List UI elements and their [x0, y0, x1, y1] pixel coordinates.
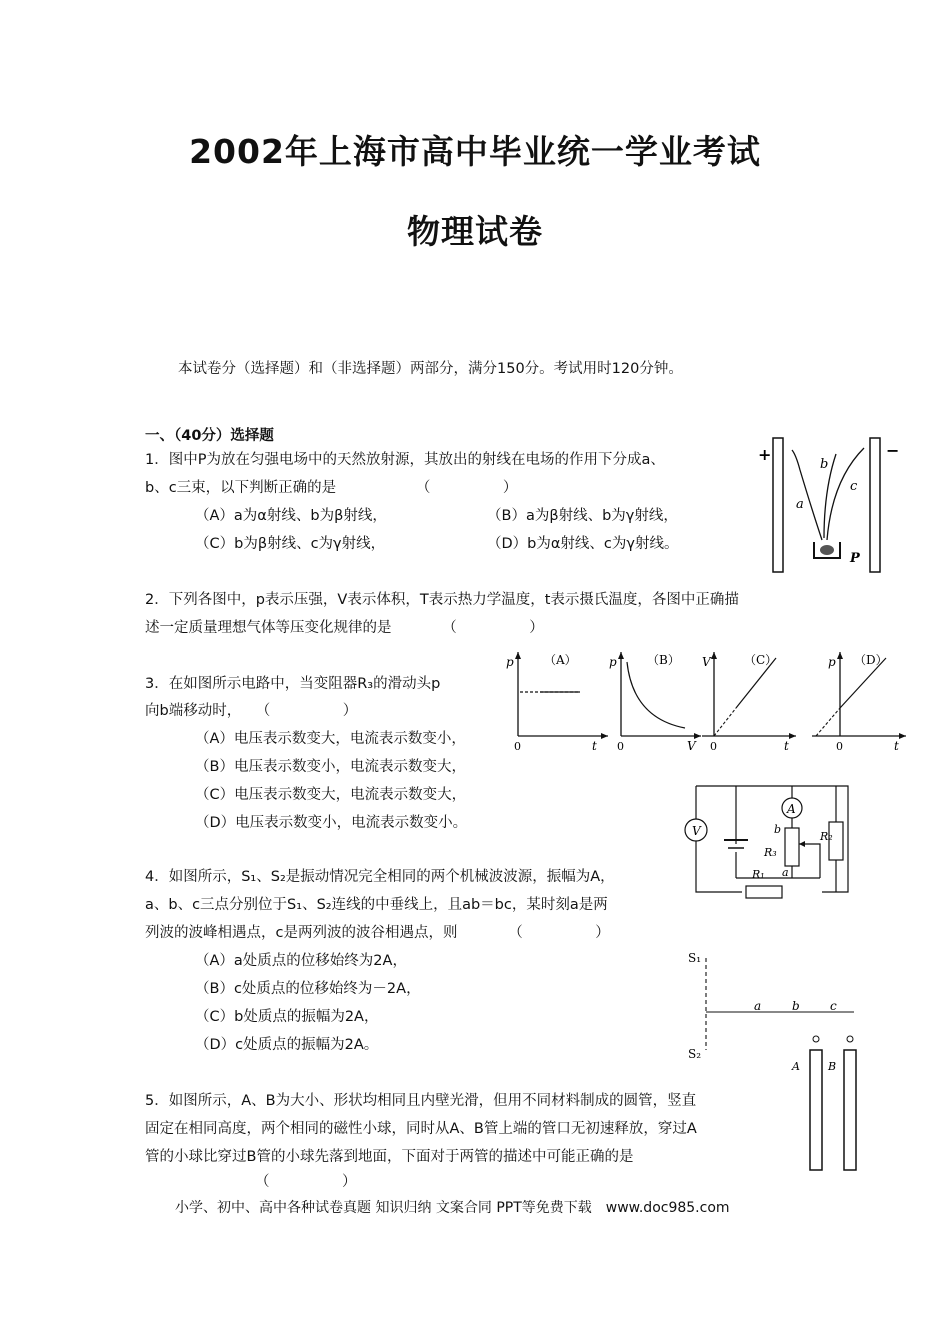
q1-option-c: （C）b为β射线、c为γ射线，	[195, 536, 386, 552]
q3-line2: 向b端移动时， （ ）	[145, 703, 358, 719]
graph-a-label: （A）	[544, 653, 577, 667]
graph-a-origin: 0	[514, 740, 521, 752]
graph-d-label: （D）	[854, 653, 888, 667]
q4-line1: 4．如图所示，S₁、S₂是振动情况完全相同的两个机械波波源，振幅为A，	[145, 869, 615, 885]
footer-text: 小学、初中、高中各种试卷真题 知识归纳 文案合同 PPT等免费下载 www.doc985.com	[175, 1200, 730, 1216]
q4-line3: 列波的波峰相遇点，c是两列波的波谷相遇点，则 （ ）	[145, 925, 610, 941]
label-tube-a: A	[792, 1060, 800, 1073]
graph-c-ylabel: V	[702, 655, 711, 669]
label-b: b	[820, 457, 829, 472]
tube-a	[810, 1050, 822, 1170]
r1-resistor	[746, 886, 782, 898]
q4-option-d: （D）c处质点的振幅为2A。	[195, 1037, 379, 1053]
graph-c-label: （C）	[744, 653, 778, 667]
label-r3: R₃	[764, 846, 777, 859]
q1-line2: b、c三束，以下判断正确的是 （ ）	[145, 480, 518, 496]
q3-option-a: （A）电压表示数变大，电流表示数变小，	[195, 731, 466, 747]
plus-sign: +	[758, 445, 772, 464]
q3-option-d: （D）电压表示数变小，电流表示数变小。	[195, 815, 468, 831]
ball-a	[813, 1036, 819, 1042]
q5-line1: 5．如图所示，A、B为大小、形状均相同且内壁光滑，但用不同材料制成的圆管，竖直	[145, 1093, 697, 1109]
q2-line1: 2．下列各图中，p表示压强，V表示体积，T表示热力学温度，t表示摄氏温度，各图中正确描	[145, 592, 739, 608]
q1-line1: 1．图中P为放在匀强电场中的天然放射源，其放出的射线在电场的作用下分成a、	[145, 452, 665, 468]
graph-d-ylabel: p	[828, 655, 836, 669]
graph-b-label: （B）	[647, 653, 680, 667]
label-p: P	[850, 551, 860, 566]
graph-c-xlabel: t	[784, 739, 789, 752]
ammeter-label: A	[787, 802, 796, 816]
q4-option-b: （B）c处质点的位移始终为－2A，	[195, 981, 421, 997]
q2-graphs	[500, 646, 910, 752]
q4-option-a: （A）a处质点的位移始终为2A，	[195, 953, 407, 969]
q4-option-c: （C）b处质点的振幅为2A，	[195, 1009, 379, 1025]
label-a: a	[754, 999, 762, 1013]
graph-d	[812, 652, 906, 752]
label-s2: S₂	[688, 1047, 702, 1061]
q5-tubes-diagram	[786, 1032, 866, 1174]
ray-c	[827, 448, 864, 540]
ball-b	[847, 1036, 853, 1042]
source-p	[820, 545, 834, 555]
graph-b-xlabel: V	[687, 739, 696, 752]
r3-resistor	[785, 828, 799, 866]
ray-a	[792, 450, 822, 540]
plate-negative	[870, 438, 880, 572]
label-s1: S₁	[688, 951, 702, 965]
q4-line2: a、b、c三点分别位于S₁、S₂连线的中垂线上，且ab＝bc，某时刻a是两	[145, 897, 608, 913]
label-r2: R₂	[820, 830, 833, 843]
graph-b-ylabel: p	[609, 655, 617, 669]
plate-positive	[773, 438, 783, 572]
voltmeter-label: V	[692, 824, 701, 838]
q1-option-d: （D）b为α射线、c为γ射线。	[487, 536, 679, 552]
graph-b-origin: 0	[617, 740, 624, 752]
graph-a-xlabel: t	[592, 739, 597, 752]
label-tube-b: B	[828, 1060, 837, 1073]
graph-a	[506, 652, 608, 752]
q1-option-a: （A）a为α射线、b为β射线，	[195, 508, 387, 524]
label-b: b	[774, 823, 782, 836]
label-a: a	[796, 497, 804, 512]
label-a: a	[782, 866, 789, 879]
minus-sign: −	[886, 441, 900, 460]
label-b: b	[792, 999, 800, 1013]
graph-d-origin: 0	[836, 740, 843, 752]
label-c: c	[850, 479, 858, 494]
graph-a-ylabel: p	[506, 655, 514, 669]
graph-b	[609, 652, 701, 752]
q3-option-b: （B）电压表示数变小，电流表示数变大，	[195, 759, 466, 775]
graph-c-origin: 0	[710, 740, 717, 752]
q5-line3: 管的小球比穿过B管的小球先落到地面，下面对于两管的描述中可能正确的是	[145, 1149, 634, 1165]
section-heading: 一、（40分）选择题	[145, 428, 274, 444]
label-r1: R₁	[752, 868, 765, 881]
label-c: c	[830, 999, 837, 1013]
q1-field-diagram	[752, 430, 912, 580]
tube-b	[844, 1050, 856, 1170]
graph-c	[702, 652, 796, 752]
q1-option-b: （B）a为β射线、b为γ射线，	[487, 508, 678, 524]
paper-subtitle: 物理试卷	[407, 212, 543, 251]
graph-d-xlabel: t	[894, 739, 899, 752]
q3-circuit-diagram	[678, 776, 858, 902]
intro-text: 本试卷分（选择题）和（非选择题）两部分，满分150分。考试用时120分钟。	[178, 361, 683, 377]
q3-line1: 3．在如图所示电路中，当变阻器R₃的滑动头p	[145, 676, 441, 692]
q3-option-c: （C）电压表示数变大，电流表示数变大，	[195, 787, 467, 803]
slider-wire	[799, 844, 820, 878]
q2-line2: 述一定质量理想气体等压变化规律的是 （ ）	[145, 620, 544, 636]
q5-line4: （ ）	[255, 1174, 357, 1190]
q5-line2: 固定在相同高度，两个相同的磁性小球，同时从A、B管上端的管口无初速释放，穿过A	[145, 1121, 697, 1137]
paper-title: 2002年上海市高中毕业统一学业考试	[189, 132, 761, 171]
